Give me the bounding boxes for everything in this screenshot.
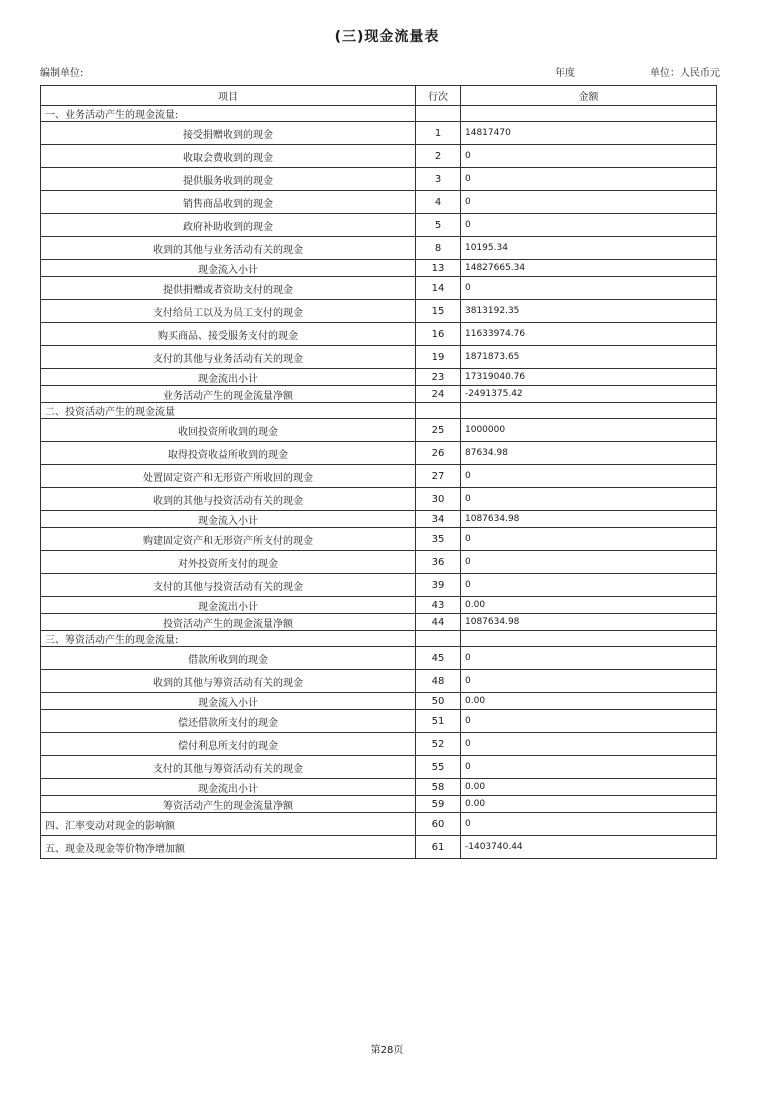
row-line-number: 43 <box>416 597 461 614</box>
column-header-line: 行次 <box>416 86 461 106</box>
row-line-number: 16 <box>416 323 461 346</box>
row-item-label: 收到的其他与业务活动有关的现金 <box>41 237 416 260</box>
row-line-number: 59 <box>416 796 461 813</box>
row-item-label: 偿付利息所支付的现金 <box>41 733 416 756</box>
row-line-number: 48 <box>416 670 461 693</box>
row-amount: -1403740.44 <box>461 836 717 859</box>
row-item-label: 政府补助收到的现金 <box>41 214 416 237</box>
row-item-label: 现金流出小计 <box>41 597 416 614</box>
row-item-label: 收取会费收到的现金 <box>41 145 416 168</box>
row-item-label: 购建固定资产和无形资产所支付的现金 <box>41 528 416 551</box>
row-amount: 14827665.34 <box>461 260 717 277</box>
row-amount: 0 <box>461 574 717 597</box>
table-row <box>41 106 717 122</box>
row-line-number: 4 <box>416 191 461 214</box>
row-line-number: 3 <box>416 168 461 191</box>
row-amount: 17319040.76 <box>461 369 717 386</box>
row-line-number: 26 <box>416 442 461 465</box>
row-amount: 87634.98 <box>461 442 717 465</box>
row-line-number: 35 <box>416 528 461 551</box>
table-row <box>41 631 717 647</box>
row-line-number: 45 <box>416 647 461 670</box>
table-row <box>41 693 717 710</box>
row-line-number <box>416 106 461 122</box>
row-item-label: 收到的其他与投资活动有关的现金 <box>41 488 416 511</box>
row-amount: 0 <box>461 168 717 191</box>
row-amount: 1087634.98 <box>461 614 717 631</box>
unit-label: 单位：人民币元 <box>650 68 720 79</box>
row-amount: 0 <box>461 813 717 836</box>
row-amount <box>461 631 717 647</box>
row-amount: 0 <box>461 710 717 733</box>
row-amount <box>461 403 717 419</box>
table-row <box>41 836 717 859</box>
row-item-label: 偿还借款所支付的现金 <box>41 710 416 733</box>
row-amount: 0 <box>461 670 717 693</box>
row-item-label: 借款所收到的现金 <box>41 647 416 670</box>
row-amount: -2491375.42 <box>461 386 717 403</box>
table-row <box>41 756 717 779</box>
row-line-number: 1 <box>416 122 461 145</box>
row-line-number: 19 <box>416 346 461 369</box>
row-item-label: 提供捐赠或者资助支付的现金 <box>41 277 416 300</box>
cash-flow-table <box>40 85 717 859</box>
table-row <box>41 260 717 277</box>
table-row <box>41 403 717 419</box>
row-amount: 0 <box>461 756 717 779</box>
row-line-number: 61 <box>416 836 461 859</box>
row-item-label: 业务活动产生的现金流量净额 <box>41 386 416 403</box>
column-header-item: 项目 <box>41 86 416 106</box>
row-item-label: 取得投资收益所收到的现金 <box>41 442 416 465</box>
table-row <box>41 323 717 346</box>
table-row <box>41 813 717 836</box>
table-row <box>41 214 717 237</box>
row-line-number <box>416 403 461 419</box>
row-item-label: 收回投资所收到的现金 <box>41 419 416 442</box>
row-amount: 0 <box>461 528 717 551</box>
table-row <box>41 779 717 796</box>
row-item-label: 支付给员工以及为员工支付的现金 <box>41 300 416 323</box>
row-item-label: 现金流入小计 <box>41 693 416 710</box>
row-item-label: 三、筹资活动产生的现金流量: <box>41 631 416 647</box>
table-row <box>41 386 717 403</box>
table-row <box>41 122 717 145</box>
row-line-number: 51 <box>416 710 461 733</box>
row-amount: 1000000 <box>461 419 717 442</box>
table-row <box>41 551 717 574</box>
row-item-label: 四、汇率变动对现金的影响额 <box>41 813 416 836</box>
row-item-label: 现金流入小计 <box>41 260 416 277</box>
table-row <box>41 574 717 597</box>
org-label: 编制单位: <box>40 68 84 79</box>
row-amount: 0.00 <box>461 693 717 710</box>
row-amount: 1871873.65 <box>461 346 717 369</box>
row-line-number: 50 <box>416 693 461 710</box>
table-row <box>41 145 717 168</box>
table-row <box>41 237 717 260</box>
row-line-number: 52 <box>416 733 461 756</box>
row-line-number: 15 <box>416 300 461 323</box>
row-amount <box>461 106 717 122</box>
table-row <box>41 647 717 670</box>
table-row <box>41 442 717 465</box>
table-row <box>41 369 717 386</box>
row-item-label: 支付的其他与筹资活动有关的现金 <box>41 756 416 779</box>
row-amount: 10195.34 <box>461 237 717 260</box>
row-item-label: 支付的其他与业务活动有关的现金 <box>41 346 416 369</box>
row-line-number: 39 <box>416 574 461 597</box>
row-line-number: 25 <box>416 419 461 442</box>
table-row <box>41 277 717 300</box>
table-row <box>41 419 717 442</box>
row-item-label: 处置固定资产和无形资产所收回的现金 <box>41 465 416 488</box>
row-line-number <box>416 631 461 647</box>
row-amount: 0 <box>461 191 717 214</box>
row-amount: 1087634.98 <box>461 511 717 528</box>
row-amount: 14817470 <box>461 122 717 145</box>
row-item-label: 现金流入小计 <box>41 511 416 528</box>
row-amount: 0 <box>461 488 717 511</box>
table-row <box>41 465 717 488</box>
row-amount: 0.00 <box>461 597 717 614</box>
row-line-number: 23 <box>416 369 461 386</box>
table-row <box>41 710 717 733</box>
row-item-label: 现金流出小计 <box>41 369 416 386</box>
table-row <box>41 597 717 614</box>
row-amount: 11633974.76 <box>461 323 717 346</box>
year-label: 年度 <box>555 68 575 79</box>
table-row <box>41 191 717 214</box>
row-amount: 0 <box>461 465 717 488</box>
row-amount: 0 <box>461 277 717 300</box>
table-row <box>41 488 717 511</box>
row-amount: 0.00 <box>461 779 717 796</box>
row-amount: 0 <box>461 647 717 670</box>
row-line-number: 2 <box>416 145 461 168</box>
row-line-number: 14 <box>416 277 461 300</box>
table-row <box>41 733 717 756</box>
row-line-number: 13 <box>416 260 461 277</box>
row-item-label: 对外投资所支付的现金 <box>41 551 416 574</box>
table-row <box>41 670 717 693</box>
row-amount: 3813192.35 <box>461 300 717 323</box>
row-item-label: 筹资活动产生的现金流量净额 <box>41 796 416 813</box>
row-item-label: 现金流出小计 <box>41 779 416 796</box>
table-row <box>41 796 717 813</box>
row-line-number: 30 <box>416 488 461 511</box>
page-number: 第28页 <box>370 1045 404 1056</box>
table-header-row <box>41 86 717 106</box>
row-item-label: 提供服务收到的现金 <box>41 168 416 191</box>
row-item-label: 销售商品收到的现金 <box>41 191 416 214</box>
table-row <box>41 346 717 369</box>
row-line-number: 5 <box>416 214 461 237</box>
table-row <box>41 168 717 191</box>
row-line-number: 55 <box>416 756 461 779</box>
row-item-label: 收到的其他与筹资活动有关的现金 <box>41 670 416 693</box>
row-item-label: 接受捐赠收到的现金 <box>41 122 416 145</box>
table-row <box>41 528 717 551</box>
row-item-label: 二、投资活动产生的现金流量 <box>41 403 416 419</box>
row-line-number: 8 <box>416 237 461 260</box>
row-line-number: 60 <box>416 813 461 836</box>
row-amount: 0.00 <box>461 796 717 813</box>
row-item-label: 支付的其他与投资活动有关的现金 <box>41 574 416 597</box>
row-line-number: 36 <box>416 551 461 574</box>
table-row <box>41 614 717 631</box>
row-item-label: 五、现金及现金等价物净增加额 <box>41 836 416 859</box>
row-line-number: 58 <box>416 779 461 796</box>
table-row <box>41 511 717 528</box>
row-item-label: 购买商品、接受服务支付的现金 <box>41 323 416 346</box>
row-line-number: 24 <box>416 386 461 403</box>
row-amount: 0 <box>461 145 717 168</box>
row-line-number: 27 <box>416 465 461 488</box>
row-item-label: 投资活动产生的现金流量净额 <box>41 614 416 631</box>
table-row <box>41 300 717 323</box>
page-title: (三)现金流量表 <box>334 29 440 45</box>
row-line-number: 44 <box>416 614 461 631</box>
row-amount: 0 <box>461 214 717 237</box>
row-line-number: 34 <box>416 511 461 528</box>
row-amount: 0 <box>461 733 717 756</box>
column-header-amount: 金额 <box>461 86 717 106</box>
row-amount: 0 <box>461 551 717 574</box>
row-item-label: 一、业务活动产生的现金流量: <box>41 106 416 122</box>
